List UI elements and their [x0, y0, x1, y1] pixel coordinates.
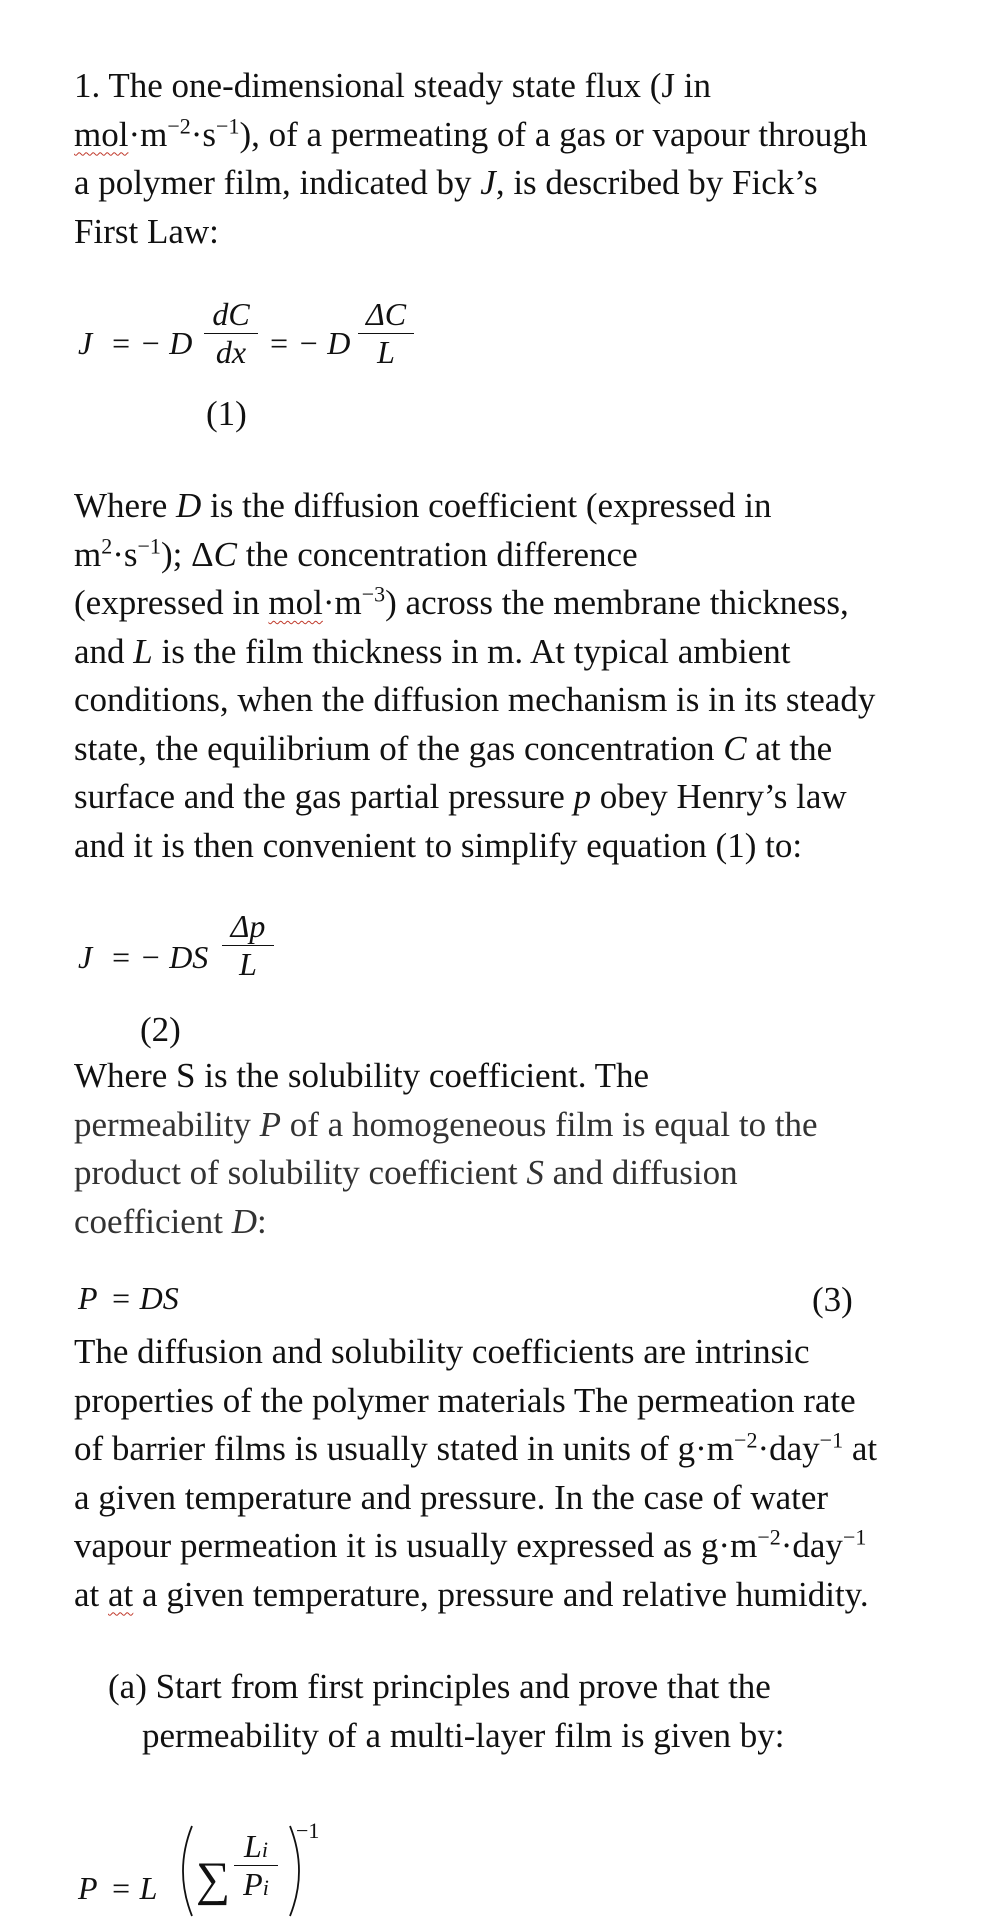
paragraph-units: The diffusion and solubility coefficients are intrinsic properties of the polymer materials The permeation rate of barrier films is usually stated in units of $g\cdot m^{-2}\cdot day^{-1}$ at a given temperature and pressure. In the case of water vapour permeation it is usually expressed as $g\cdot m^{-2}\cdot day^{-1}$ at at a given temperature, pressure and relative humidity.: [74, 1332, 878, 1614]
eq1-fraction-deltac-l: ΔC L: [358, 296, 414, 371]
eq2-operator: = − DS: [110, 939, 209, 975]
spellcheck-mol: mol: [74, 114, 129, 154]
paragraph-definitions: Where D is the diffusion coefficient (expressed in $m^2\cdot s^{-1}$); ΔC the concentration difference (expressed in $mol\cdot m^{-3}$) across the membrane thickness, and L is the film thickness in m. At typical ambient conditions, when the diffusion mechanism is in its steady state, the equilibrium of the gas concentration C at the surface and the gas partial pressure p obey Henry’s law and it is then convenient to simplify equation (1) to:: [74, 486, 876, 865]
intro-line-1: 1. The one-dimensional steady state flux (J in: [74, 66, 711, 105]
question-intro: [74, 62, 954, 256]
eq4-exponent: −1: [296, 1818, 320, 1843]
eq2-lhs: J: [78, 939, 93, 975]
eq1-operator-a: = − D: [110, 325, 193, 361]
intro-line-2: $mol\cdot m^{-2}\cdot s^{-1}$), of a permeating of a gas or vapour through: [74, 112, 868, 154]
eq1-lhs: J: [78, 325, 93, 361]
paragraph-permeability: Where S is the solubility coefficient. The permeability P of a homogeneous film is equal to the product of solubility coefficient S and diffusion coefficient D:: [74, 1056, 818, 1241]
eq3-lhs: P: [78, 1280, 98, 1316]
eq3-number: (3): [812, 1280, 853, 1319]
question-number: 1.: [74, 66, 101, 105]
intro-line-4: First Law:: [74, 211, 219, 251]
eq4-operator: = L: [110, 1870, 158, 1906]
eq4-fraction-li-pi: Li Pi: [234, 1828, 278, 1903]
eq4-lhs: P: [78, 1870, 98, 1906]
eq4-sum-symbol: ∑: [196, 1853, 231, 1906]
spellcheck-mol-2: mol: [268, 583, 323, 622]
eq1-number: (1): [206, 394, 247, 433]
eq1-fraction-dc-dx: dC dx: [204, 296, 258, 371]
eq1-operator-b: = − D: [268, 325, 351, 361]
eq3-rhs: = DS: [110, 1280, 179, 1316]
intro-line-3: a polymer film, indicated by J, is described by Fick’s: [74, 163, 818, 202]
eq2-fraction-deltap-l: Δp L: [222, 908, 274, 983]
part-a-prompt: (a) Start from first principles and prove that the permeability of a multi-layer film is given by:: [108, 1667, 785, 1755]
eq2-number: (2): [140, 1010, 181, 1049]
spellcheck-at: at: [108, 1574, 134, 1614]
